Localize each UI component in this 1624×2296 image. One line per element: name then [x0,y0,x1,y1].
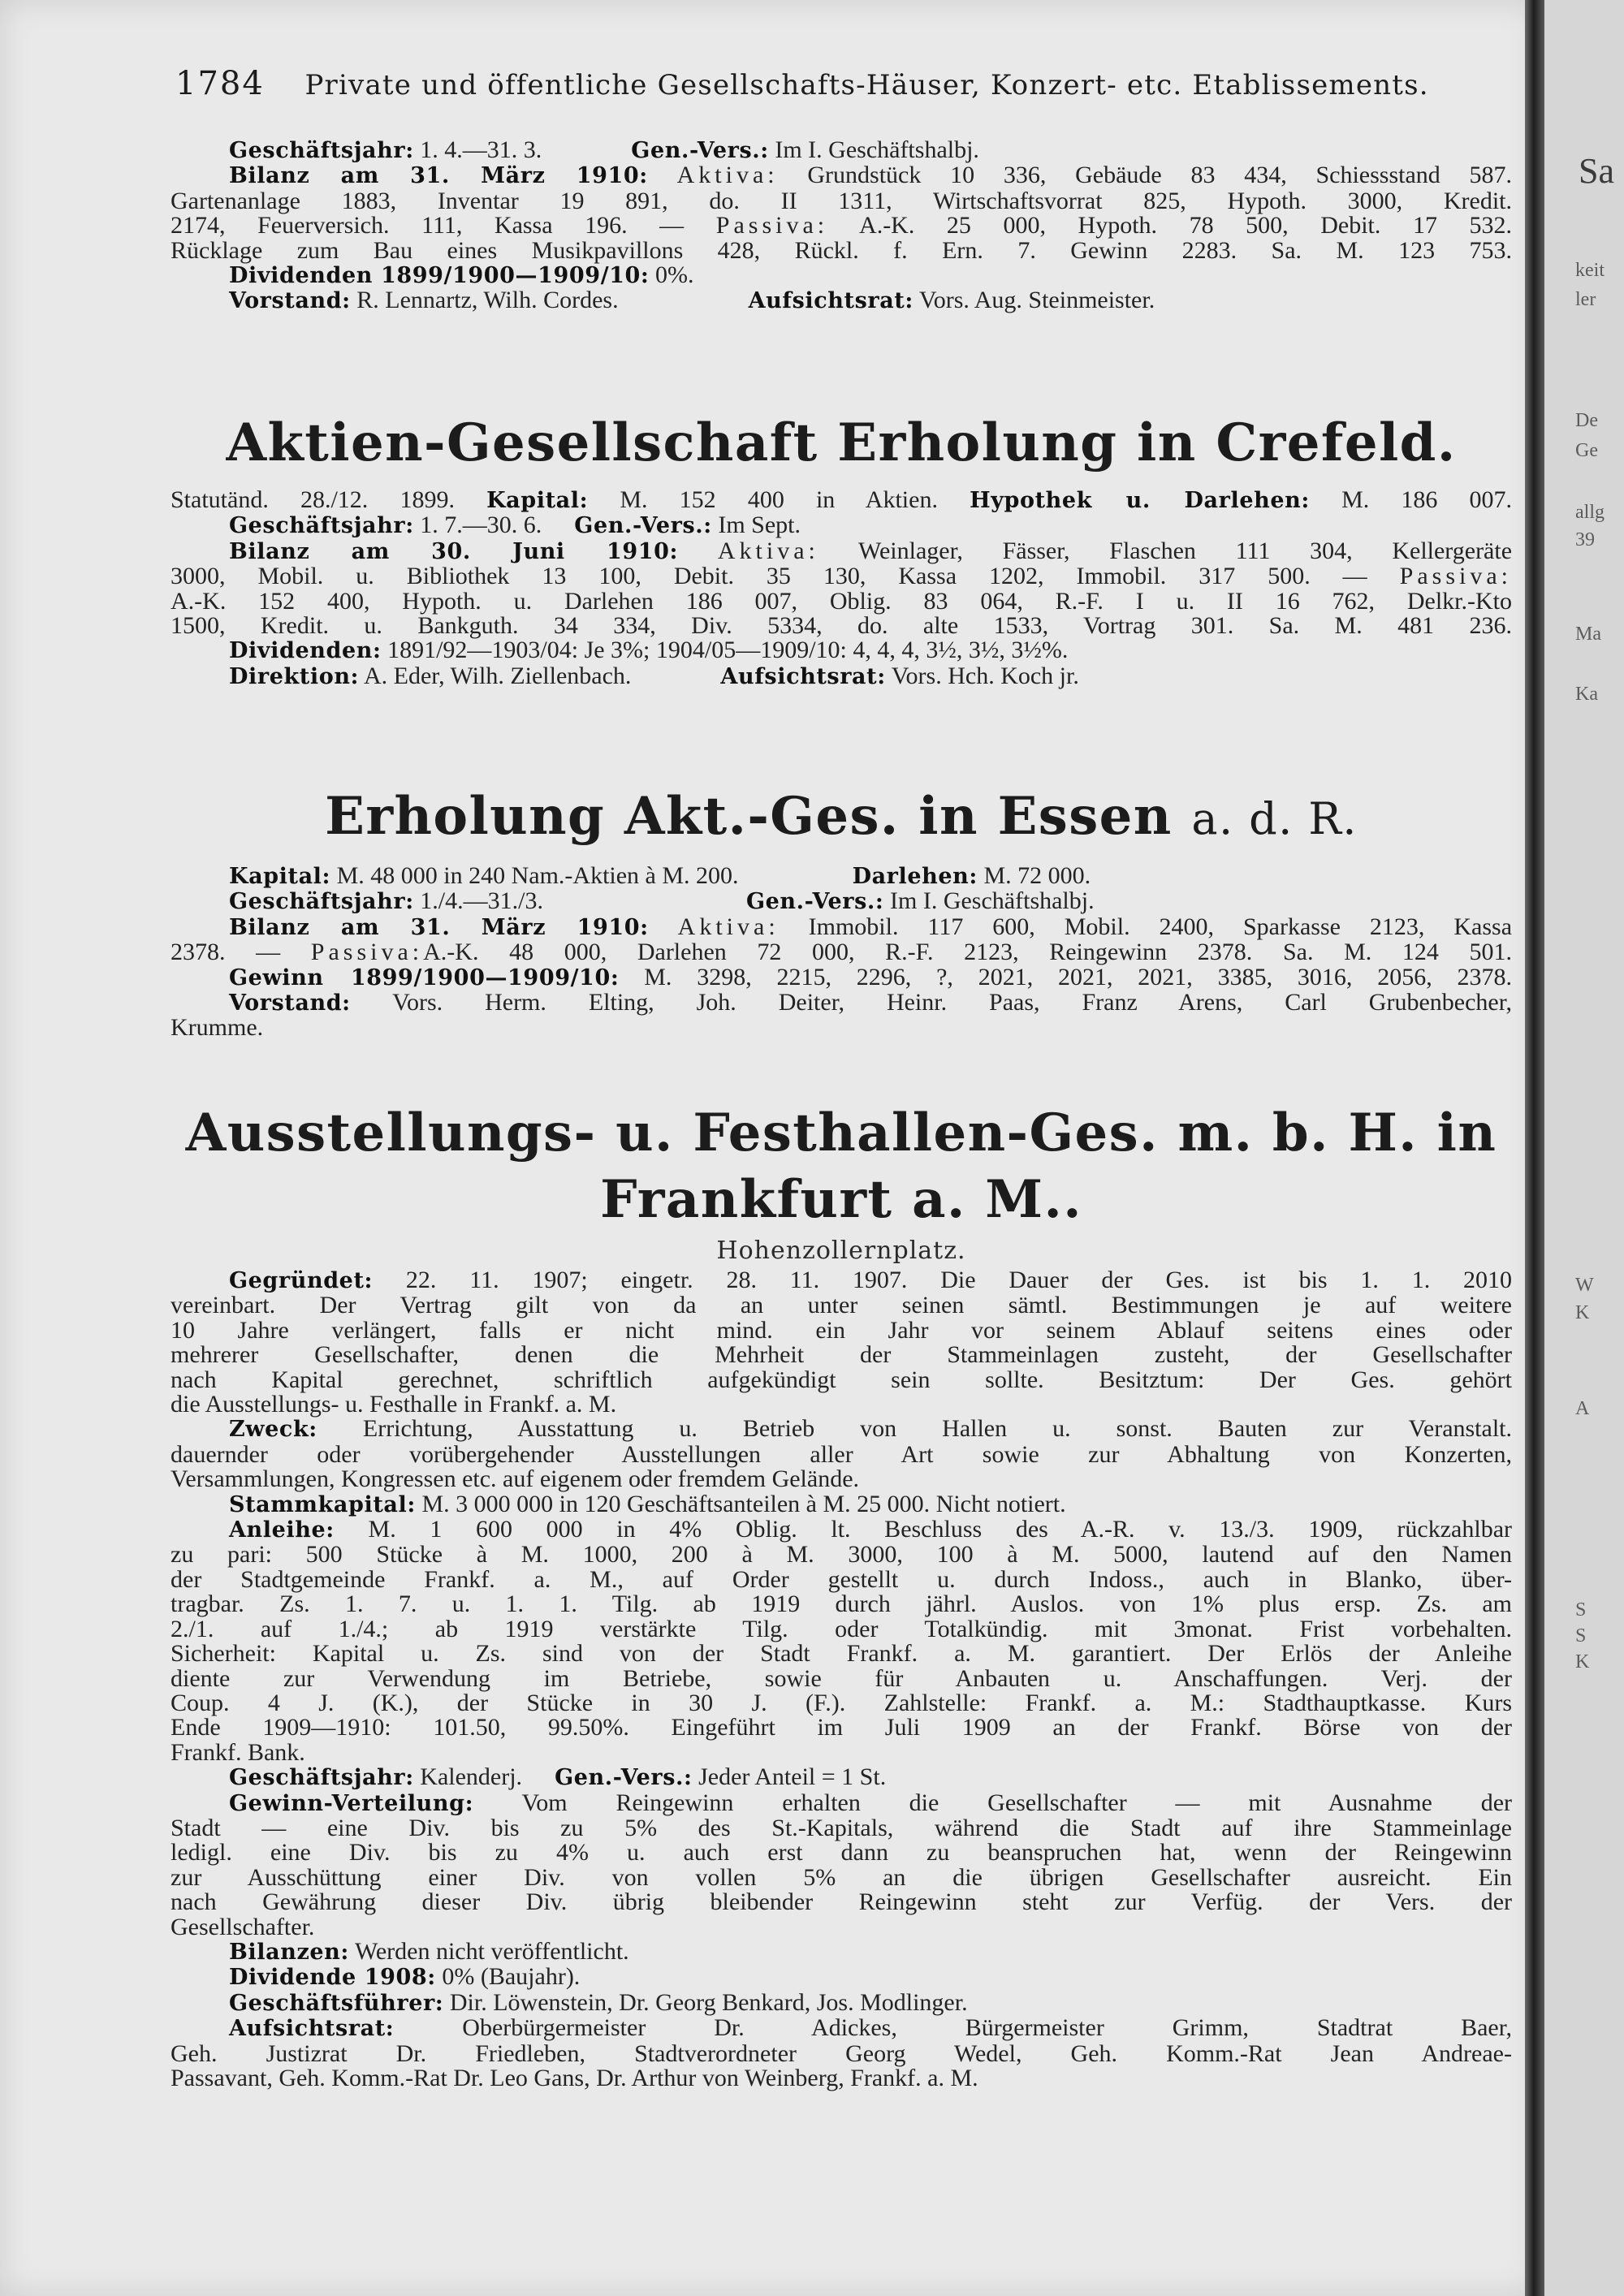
text-line: nach Gewährung dieser Div. übrig bleibender Reingewinn steht zur Verfüg. der Vers. der [171,1888,1512,1916]
text-line: Coup. 4 J. (K.), der Stücke in 30 J. (F.). Zahlstelle: Frankf. a. M.: Stadthauptkasse. Kurs [171,1689,1512,1716]
text-line: 2./1. auf 1./4.; ab 1919 verstärkte Tilg. oder Totalkündig. mit 3monat. Frist vorbehalten. [171,1615,1512,1642]
text-line: Stadt — eine Div. bis zu 5% des St.-Kapitals, während die Stadt auf ihre Stammeinlage [171,1814,1512,1841]
edge-text: S [1575,1599,1587,1621]
entry-title: Aktien-Gesellschaft Erholung in Crefeld. [226,412,1457,473]
text-line: 10 Jahre verlängert, falls er nicht mind. ein Jahr vor seinem Ablauf seitens eines oder [171,1316,1512,1344]
text-line: die Ausstellungs- u. Festhalle in Frankf. a. M. [171,1391,617,1418]
text-line: Gewinn-Verteilung: Vom Reingewinn erhalten die Gesellschafter — mit Ausnahme der [229,1789,1512,1816]
book-gutter [1525,0,1544,2296]
text-line: zur Ausschüttung einer Div. von vollen 5% an die übrigen Gesellschafter ausreicht. Ein [171,1863,1512,1891]
text-line: Kapital: M. 48 000 in 240 Nam.-Aktien à M. 200. Darlehen: M. 72 000. [229,862,1091,889]
text-line: Geschäftsführer: Dir. Löwenstein, Dr. Georg Benkard, Jos. Modlinger. [229,1988,968,2016]
edge-text: Sa [1579,151,1614,191]
text-line: Sicherheit: Kapital u. Zs. sind von der Stadt Frankf. a. M. garantiert. Der Erlös der Anleihe [171,1640,1512,1668]
text-line: 2378. — Passiva:A.-K. 48 000, Darlehen 72 000, R.-F. 2123, Reingewinn 2378. Sa. M. 124 501. [171,939,1513,966]
text-line: Geschäftsjahr: 1./4.—31./3. Gen.-Vers.: Im I. Geschäftshalbj. [229,887,1095,915]
text-line: mehrerer Gesellschafter, denen die Mehrheit der Stammeinlagen zusteht, der Gesellschafter [171,1341,1512,1369]
text-line: Dividende 1908: 0% (Baujahr). [229,1963,581,1991]
text-line: Gartenanlage 1883, Inventar 19 891, do. II 1311, Wirtschaftsvorrat 825, Hypoth. 3000, Kredit. [171,187,1512,214]
entry-continuation [171,138,1512,314]
text-line: Zweck: Errichtung, Ausstattung u. Betrieb von Hallen u. sonst. Bauten zur Veranstalt. [229,1415,1513,1443]
text-line: tragbar. Zs. 1. 7. u. 1. 1. Tilg. ab 1919 durch jährl. Auslos. von 1% plus ersp. Zs. am [171,1590,1512,1618]
edge-text: A [1575,1398,1590,1419]
text-line: Geschäftsjahr: 1. 7.—30. 6. Gen.-Vers.: Im Sept. [229,511,801,539]
edge-text: keit [1575,260,1605,281]
text-line: Dividenden 1899/1900—1909/10: 0%. [229,261,694,289]
text-line: Vorstand: R. Lennartz, Wilh. Cordes. Aufsichtsrat: Vors. Aug. Steinmeister. [229,287,1155,314]
text-line: Gesellschafter. [171,1913,315,1940]
edge-text: 39 [1575,529,1595,550]
text-line: Anleihe: M. 1 600 000 in 4% Oblig. lt. Beschluss des A.-R. v. 13./3. 1909, rückzahlbar [229,1516,1513,1543]
text-line: Rücklage zum Bau eines Musikpavillons 428, Rückl. f. Ern. 7. Gewinn 2283. Sa. M. 123 753. [171,236,1512,264]
edge-text: W [1575,1275,1594,1296]
text-line: 1500, Kredit. u. Bankguth. 34 334, Div. 5334, do. alte 1533, Vortrag 301. Sa. M. 481 236. [171,612,1512,640]
running-title: Private und öffentliche Gesellschafts-Häuser, Konzert- etc. Etablissements. [304,69,1429,101]
text-line: Geh. Justizrat Dr. Friedleben, Stadtverordneter Georg Wedel, Geh. Komm.-Rat Jean Andreae- [171,2039,1512,2067]
text-line: Vorstand: Vors. Herm. Elting, Joh. Deiter, Heinr. Paas, Franz Arens, Carl Grubenbecher, [229,989,1512,1016]
text-line: der Stadtgemeinde Frankf. a. M., auf Order gestellt u. durch Indoss., auch in Blanko, über- [171,1565,1512,1593]
text-line: vereinbart. Der Vertrag gilt von da an unter seinen sämtl. Bestimmungen je auf weitere [171,1292,1512,1319]
text-line: Passavant, Geh. Komm.-Rat Dr. Leo Gans, Dr. Arthur von Weinberg, Frankf. a. M. [171,2065,978,2091]
text-line: ledigl. eine Div. bis zu 4% u. auch erst dann zu beanspruchen hat, wenn der Reingewinn [171,1839,1512,1867]
text-line: Stammkapital: M. 3 000 000 in 120 Geschäftsanteilen à M. 25 000. Nicht notiert. [229,1490,1066,1517]
text-line: 2174, Feuerversich. 111, Kassa 196. — Passiva: A.-K. 25 000, Hypoth. 78 500, Debit. 17 532. [171,212,1513,240]
text-line: Bilanz am 30. Juni 1910: Aktiva: Weinlager, Fässer, Flaschen 111 304, Kellergeräte [229,537,1513,564]
entry-subtitle: Hohenzollernplatz. [716,1236,966,1265]
text-line: diente zur Verwendung im Betriebe, sowie für Anbauten u. Anschaffungen. Verj. der [171,1664,1512,1692]
text-line: Ende 1909—1910: 101.50, 99.50%. Eingeführt im Juli 1909 an der Frankf. Börse von der [171,1714,1512,1741]
next-page-edge [1544,0,1624,2296]
edge-text: Ma [1575,624,1601,645]
text-line: Aufsichtsrat: Oberbürgermeister Dr. Adickes, Bürgermeister Grimm, Stadtrat Baer, [229,2014,1513,2042]
edge-text: De [1575,410,1598,431]
text-line: Krumme. [171,1014,264,1042]
text-line: Gewinn 1899/1900—1909/10: M. 3298, 2215, 2296, ?, 2021, 2021, 2021, 3385, 3016, 2056, 2378. [229,963,1513,990]
text-line: Bilanzen: Werden nicht veröffentlicht. [229,1937,629,1965]
text-line: zu pari: 500 Stücke à M. 1000, 200 à M. 3000, 100 à M. 5000, lautend auf den Namen [171,1541,1512,1569]
edge-text: allg [1575,502,1605,523]
entry-title: Erholung Akt.-Ges. in Essen a. d. R. [325,786,1358,847]
edge-text: K [1575,1302,1590,1323]
text-line: Frankf. Bank. [171,1738,305,1766]
entry-title: Ausstellungs- u. Festhallen-Ges. m. b. H. in Frankfurt a. M.. [185,1103,1497,1230]
entry-essen [171,783,1512,1041]
text-line: Gegründet: 22. 11. 1907; eingetr. 28. 11. 1907. Die Dauer der Ges. ist bis 1. 1. 2010 [229,1267,1512,1293]
text-line: Statutänd. 28./12. 1899. Kapital: M. 152 400 in Aktien. Hypothek u. Darlehen: M. 186 007. [171,486,1513,513]
text-line: Dividenden: 1891/92—1903/04: Je 3%; 1904/05—1909/10: 4, 4, 4, 3½, 3½, 3½%. [229,637,1069,664]
edge-text: Ka [1575,684,1598,705]
text-line: Direktion: A. Eder, Wilh. Ziellenbach. Aufsichtsrat: Vors. Hch. Koch jr. [229,662,1079,689]
page-number: 1784 [175,65,265,102]
entry-crefeld [171,410,1512,689]
edge-text: K [1575,1651,1590,1672]
text-line: Bilanz am 31. März 1910: Aktiva: Immobil. 117 600, Mobil. 2400, Sparkasse 2123, Kassa [229,913,1513,940]
text-line: 3000, Mobil. u. Bibliothek 13 100, Debit. 35 130, Kassa 1202, Immobil. 317 500. — Passiva: [171,563,1512,590]
text-line: Geschäftsjahr: Kalenderj. Gen.-Vers.: Jeder Anteil = 1 St. [229,1763,887,1791]
text-line: A.-K. 152 400, Hypoth. u. Darlehen 186 007, Oblig. 83 064, R.-F. I u. II 16 762, Delkr.-Kto [171,587,1512,615]
edge-text: S [1575,1625,1587,1646]
text-line: nach Kapital gerechnet, schriftlich aufgekündigt sein sollte. Besitztum: Der Ges. gehört [171,1366,1512,1393]
text-line: Versammlungen, Kongressen etc. auf eigenem oder fremdem Gelände. [171,1465,860,1493]
running-head [175,65,1429,102]
text-line: Bilanz am 31. März 1910: Aktiva: Grundstück 10 336, Gebäude 83 434, Schiessstand 587. [229,162,1513,189]
edge-text: ler [1575,289,1596,310]
edge-text: Ge [1575,440,1598,461]
text-line: dauernder oder vorübergehender Ausstellungen aller Art sowie zur Abhaltung von Konzerten, [171,1440,1512,1468]
entry-frankfurt [171,1100,1512,2091]
text-line: Geschäftsjahr: 1. 4.—31. 3. Gen.-Vers.: Im I. Geschäftshalbj. [229,136,979,163]
